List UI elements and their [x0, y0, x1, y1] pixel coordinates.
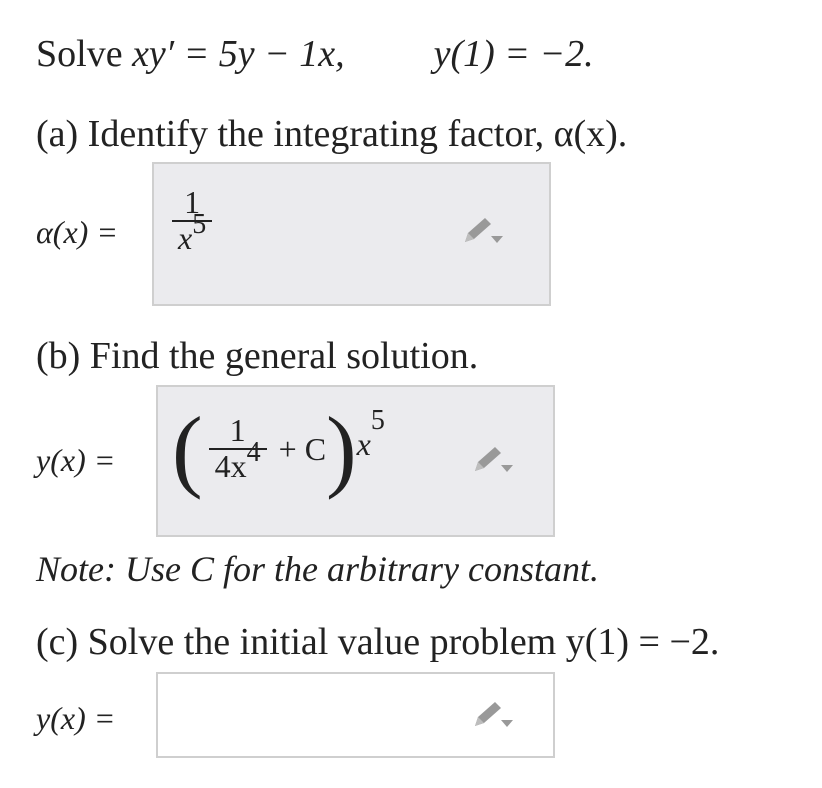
note-text: Note: Use C for the arbitrary constant. [36, 549, 599, 589]
differential-equation: xy′ = 5y − 1x, [132, 33, 345, 75]
integrating-factor-answer-box[interactable] [152, 162, 551, 306]
integrating-factor-fraction [172, 186, 212, 255]
general-solution-expression [172, 398, 385, 500]
part-b-label: y(x) = [36, 442, 116, 478]
initial-value-answer-box[interactable] [156, 672, 555, 758]
general-solution-answer-box[interactable] [156, 385, 555, 537]
pencil-dropdown-icon[interactable] [459, 216, 503, 246]
part-a-label: α(x) = [36, 214, 118, 250]
part-c-prompt: (c) Solve the initial value problem y(1) = −2. [36, 621, 720, 663]
part-a-prompt: (a) Identify the integrating factor, α(x). [36, 113, 628, 155]
pencil-dropdown-icon[interactable] [469, 445, 513, 475]
fraction-denominator-exponent: 5 [192, 208, 207, 240]
fraction-denominator-exponent: 4 [246, 437, 261, 468]
fraction-denominator-base: x [178, 219, 193, 256]
initial-condition: y(1) = −2. [433, 33, 594, 75]
part-c-label: y(x) = [36, 700, 116, 736]
plus-constant: + C [278, 430, 327, 467]
factor-exponent: 5 [370, 405, 385, 436]
problem-statement [36, 32, 594, 76]
right-paren: ) [326, 398, 357, 500]
fraction-numerator: 1 [229, 412, 246, 449]
factor-base: x [356, 425, 371, 462]
left-paren: ( [172, 398, 203, 500]
fraction-numerator: 1 [184, 184, 201, 220]
part-b-prompt: (b) Find the general solution. [36, 335, 479, 377]
pencil-dropdown-icon[interactable] [469, 700, 513, 730]
fraction-denominator: 4x [214, 448, 247, 484]
solve-word: Solve [36, 33, 123, 75]
